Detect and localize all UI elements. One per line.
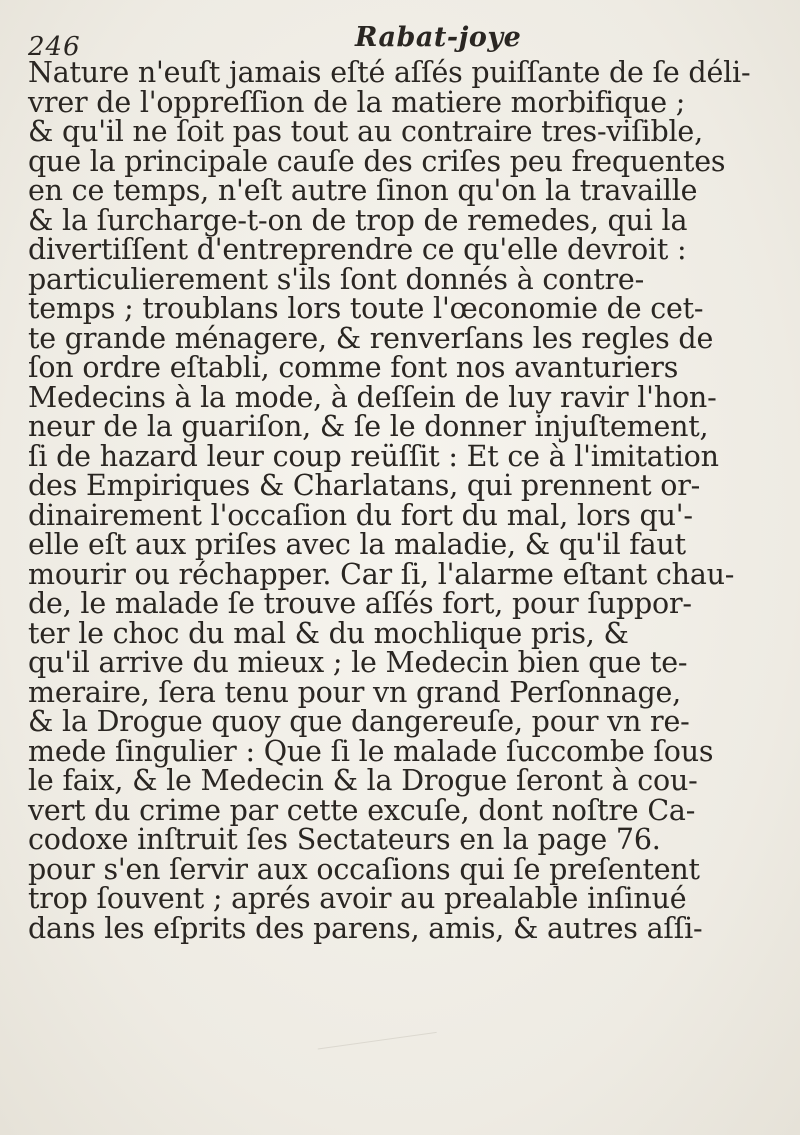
text-line: trop ſouvent ; aprés avoir au prealable inſinué	[28, 882, 687, 915]
text-line: elle eſt aux priſes avec la maladie, & qu'il faut	[28, 528, 686, 561]
text-line: divertiſſent d'entreprendre ce qu'elle devroit :	[28, 233, 687, 266]
text-line: ſi de hazard leur coup reüſſit : Et ce à l'imitation	[28, 439, 719, 473]
text-line: vrer de l'oppreſſion de la matiere morbifique ;	[28, 85, 686, 119]
text-line: neur de la guariſon, & ſe le donner injuſtement,	[28, 410, 709, 443]
text-line: particulierement s'ils ſont donnés à contre-	[28, 262, 645, 296]
text-line: & qu'il ne ſoit pas tout au contraire tres-viſible,	[28, 115, 703, 148]
text-line: & la ſurcharge-t-on de trop de remedes, qui la	[28, 203, 688, 237]
page-header	[0, 20, 800, 60]
text-line: des Empiriques & Charlatans, qui prennent or-	[28, 469, 701, 502]
text-line: meraire, ſera tenu pour vn grand Perſonnage,	[28, 675, 682, 709]
text-line: le faix, & le Medecin & la Drogue ſeront à cou-	[28, 764, 698, 797]
text-line: mourir ou réchapper. Car ſi, l'alarme eſtant chau-	[28, 557, 735, 591]
page-number: 246	[28, 32, 81, 62]
text-line: pour s'en ſervir aux occaſions qui ſe preſentent	[28, 852, 700, 886]
text-line: de, le malade ſe trouve aſſés fort, pour ſuppor-	[28, 587, 692, 620]
text-line: codoxe inſtruit ſes Sectateurs en la page 76.	[28, 823, 661, 856]
text-line: ſon ordre eſtabli, comme font nos avanturiers	[28, 351, 679, 384]
text-line: dinairement l'occaſion du fort du mal, lors qu'-	[28, 498, 693, 532]
paper-mark	[318, 1032, 443, 1089]
text-line: vert du crime par cette excuſe, dont noſtre Ca-	[28, 793, 696, 827]
text-line: dans les eſprits des parens, amis, & autres aſſi-	[28, 911, 703, 945]
text-line: ter le choc du mal & du mochlique pris, &	[28, 616, 629, 650]
text-line: mede ſingulier : Que ſi le malade ſuccombe ſous	[28, 734, 714, 768]
body-text	[28, 58, 773, 943]
text-line: te grande ménagere, & renverſans les regles de	[28, 321, 714, 355]
text-line: & la Drogue quoy que dangereuſe, pour vn re-	[28, 705, 690, 738]
text-line: Medecins à la mode, à deſſein de luy ravir l'hon-	[28, 380, 717, 414]
text-line: qu'il arrive du mieux ; le Medecin bien que te-	[28, 646, 688, 679]
running-head: Rabat-joye	[355, 22, 522, 53]
text-line: que la principale cauſe des criſes peu frequentes	[28, 144, 726, 178]
text-line: Nature n'euſt jamais eſté aſſés puiſſante de ſe déli-	[28, 56, 751, 89]
text-line: temps ; troublans lors toute l'œconomie de cet-	[28, 292, 704, 325]
text-line: en ce temps, n'eſt autre ſinon qu'on la travaille	[28, 174, 698, 207]
